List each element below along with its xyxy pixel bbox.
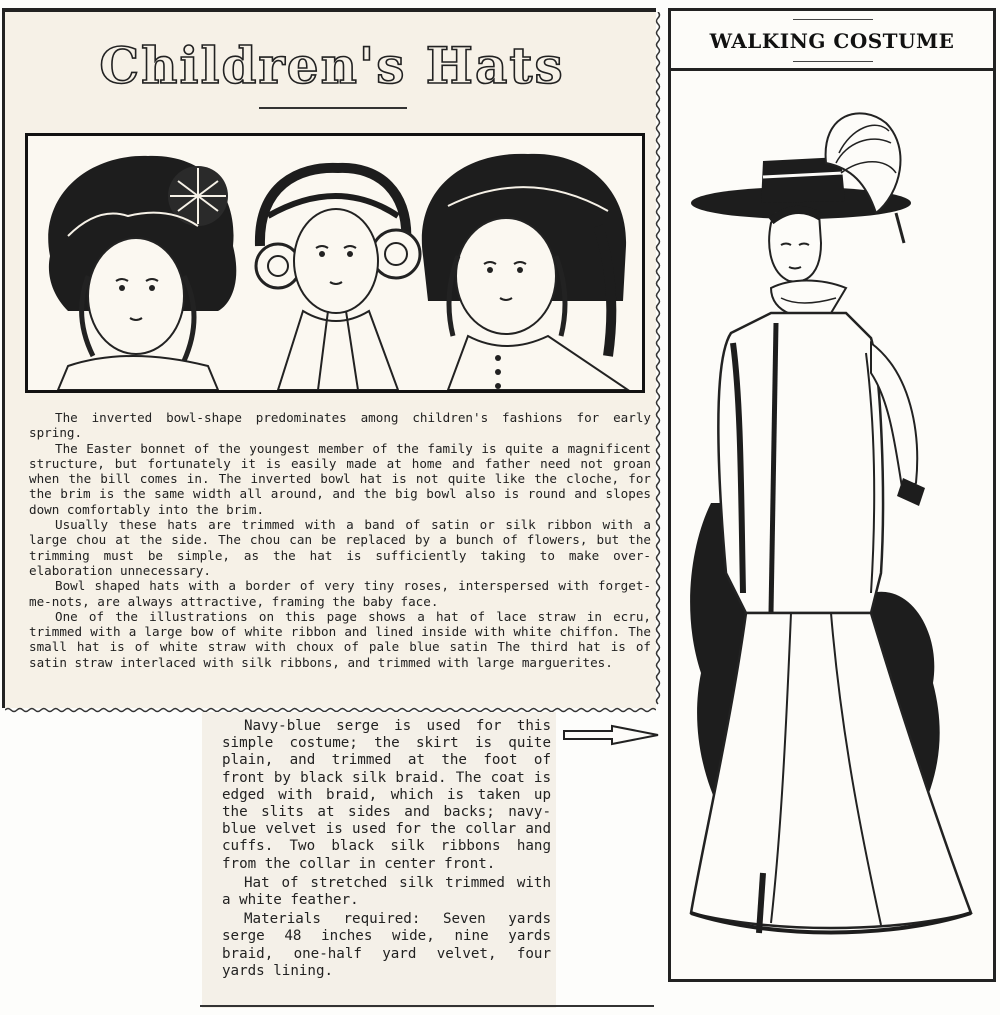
child-portrait-2	[256, 168, 420, 390]
costume-header	[671, 11, 993, 71]
hats-illustration	[25, 133, 645, 393]
header-rule	[793, 61, 873, 62]
article-paragraph: The inverted bowl-shape predominates among children's fashions for early spring.	[29, 410, 651, 441]
child-portrait-1	[48, 156, 236, 390]
childrens-hats-article	[2, 8, 656, 708]
article-title: Children's Hats	[99, 36, 565, 95]
article-paragraph: Bowl shaped hats with a border of very tiny roses, interspersed with forget-me-nots, are always attractive, framing the baby face.	[29, 578, 651, 609]
title-divider	[259, 107, 407, 109]
child-portrait-3	[422, 154, 628, 390]
description-bottom-rule	[200, 1005, 654, 1007]
wavy-border-right	[654, 12, 662, 708]
article-body	[29, 410, 651, 670]
article-paragraph: The Easter bonnet of the youngest member of the family is quite a magnificent structure, but fortunately it is easily made at home and father need not groan when the bill comes in. The inverted bowl hat is not quite like the cloche, for the brim is the same width all around, and the big bowl also is round and slopes down comfortably into the brim.	[29, 440, 651, 517]
costume-description	[202, 712, 556, 1008]
description-paragraph: Navy-blue serge is used for this simple costume; the skirt is quite plain, and trimmed at the foot of front by black silk braid. The coat is edged with braid, which is taken up the slits at sides and backs; navy-blue velvet is used for the collar and cuffs. Two black silk ribbons hang from the collar in center front.	[222, 718, 551, 872]
walking-costume-panel	[668, 8, 996, 982]
costume-illustration	[671, 73, 993, 979]
description-paragraph: Hat of stretched silk trimmed with a white feather.	[222, 874, 551, 909]
article-paragraph: One of the illustrations on this page shows a hat of lace straw in ecru, trimmed with a large bow of white ribbon and lined inside with white chiffon. The small hat is of white straw with choux of pale blue satin The third hat is of satin straw interlaced with silk ribbons, and trimmed with large marguerites.	[29, 608, 651, 670]
description-paragraph: Materials required: Seven yards serge 48 inches wide, nine yards braid, one-half yard velvet, four yards lining.	[222, 911, 551, 979]
costume-title: WALKING COSTUME	[709, 29, 955, 53]
arrow-pointer-icon	[562, 724, 662, 746]
woman-head	[769, 210, 821, 282]
article-paragraph: Usually these hats are trimmed with a band of satin or silk ribbon with a large chou at the side. The chou can be replaced by a bunch of flowers, but the trimming must be simple, as the hat is sufficiently taking to make over-elaboration unnecessary.	[29, 517, 651, 578]
header-rule	[793, 19, 873, 20]
